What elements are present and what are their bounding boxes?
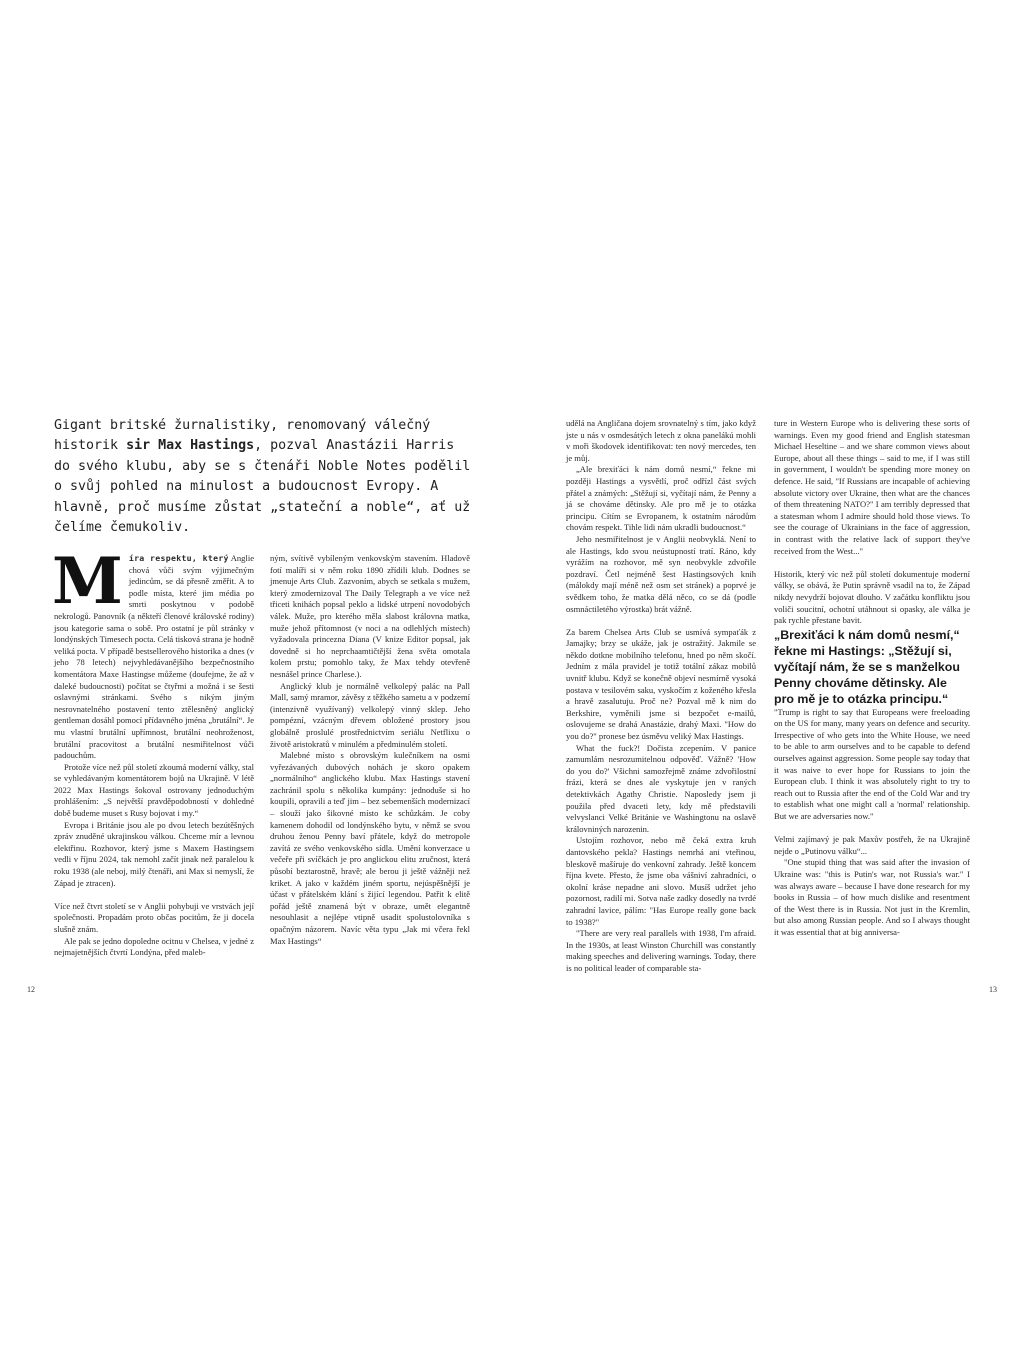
paragraph: "One stupid thing that was said after the invasion of Ukraine was: "this is Putin's war, not Russia's war." I was always aware – because I have done research for my books in Russia – of how much dislike and resentment of the West there is in Russia. Not just in the Kremlin, but also among Russian people. And so I always thought it was essential that at big anniversa- xyxy=(774,857,970,937)
lede-text-2: , pozval Anastázii Harris do svého klubu, aby se s čtenáři Noble Notes podělil o svůj pohled na minulost a budoucnost Evropy. A hlavně, proč musíme zůstat „stateční a noble“, ať už čelíme čemukoliv. xyxy=(54,438,471,536)
paragraph: Malebné místo s obrovským kulečníkem na osmi vyřezávaných dubových nohách je skoro opakem „normálního“ anglického klubu. Max Hastings stavení zachránil spolu s několika kumpány: jednoduše si ho koupili, opravili a teď jim – bez sebemenších modernizací – slouží jako šikovné místo ke schůzkám. Je coby kamenem dohodil od londýnského bytu, v němž se svou druhou ženou Penny baví přátele, když do metropole zavítá ze svého venkovského sídla. Umění konverzace u večeře při svíčkách je pro anglickou elitu zručnost, která působí beztarostně, hravě; ale berou ji ještě vážněji než kriket. A jako v každém jiném sportu, nejúspěšnější je účast v přátelském klání s žijící legendou. Patřit k elitě pořád ještě znamená být v obraze, umět elegantně nesouhlasit a nejlépe vtipně usadit spolustolovníka s opačným názorem. Navíc věta typu „Jak mi včera řekl Max Hastings“ xyxy=(270,750,470,946)
article-column-1 xyxy=(52,544,254,959)
lede-paragraph xyxy=(54,416,474,538)
article-column-2 xyxy=(270,553,470,947)
paragraph: Ustojím rozhovor, nebo mě čeká extra kruh dantovského pekla? Hastings nemrhá ani vteřinou, bleskově mašíruje do venkovní zahrady. Ještě koncem října kvete. Přesto, že jsme oba vášniví zahradníci, o okolní krásе nepadne ani slovo. Musíš udržet jeho pozornost, radilí mi. Sotva naše zadky dosedly na tvrdé zahradní lavice, pálím: "Has Europe really gone back to 1938?" xyxy=(566,835,756,927)
opening-paragraph xyxy=(52,544,254,762)
opening-text: Anglie chová vůči svým výjimečným jedincům, se dá přesně změřit. A to podle místa, které jim média po smrti poskytnou v podobě nekrologů. Panovník (a někteří členové královské rodiny) jsou kategorie sama o sobě. Pro ostatní je půl stránky v londýnských Timesech pocta. Celá tisková strana je hodně veliká pocta. V případě bestsellerového historika a dnes (v jeho 78 letech) nejvyhledávanějšího bezpečnostního komentátora Maxe Hastingse můžeme (doufejme, že až v daleké budoucnosti) počítat se čtyřmi a možná i se šesti oslavnými stránkami. Svého s nikým jiným nesrovnatelného postavení tento ztělesněný anglický gentleman dosáhl pomocí přídavného jména „brutální“. Je mu vlastní brutální upřímnost, brutální neohroženost, brutální pracovitost a brutální nesmiřitelnost vůči padouchům. xyxy=(54,553,254,761)
lede-text-1: Gigant britské žurnalistiky, renomovaný válečný historik xyxy=(54,418,431,454)
article-column-4 xyxy=(774,418,970,939)
paragraph: ture in Western Europe who is delivering these sorts of warnings. Even my good friend and English statesman Michael Heseltine – and we share common views about Europe, about all these things – said to me, if I was still in government, I wouldn't be spending more money on defence. He said, "If Russians are incapable of achieving absolute victory over Ukraine, then what are the chances of them threatening NATO?" I am terribly depressed that a statesman whom I admire should hold those views. To see the courage of Ukrainians in the face of aggression, in contrast with the relative lack of support they've received from the West..." xyxy=(774,418,970,556)
article-column-3 xyxy=(566,418,756,975)
paragraph: Ale pak se jedno dopoledne ocitnu v Chelsea, v jedné z nejmajetnějších čtvrtí Londýna, před maleb- xyxy=(54,935,254,958)
page-number-right: 13 xyxy=(989,985,997,994)
paragraph: Za barem Chelsea Arts Club se usmívá sympaťák z Jamajky; brzy se ukáže, jak je ostražitý. Jakmile se někdo dotkne mobilního telefonu, hned po něm skočí. Jedním z mála pravidel je totiž totální zákaz mobilů uvnitř klubu. Když se konečně objeví nesmírně vysoká postava v tesilovém saku, vyskočím z koženého křesla a hravě zasalutuju. Proč ne? Pozval mě k nim do Berkshire, vyměnili jsme si bezpočet e-mailů, oslovujeme se drahá Anastázie, drahý Maxi. "How do you do?" pronese bez úsměvu veliký Max Hastings. xyxy=(566,626,756,742)
drop-cap: M xyxy=(52,544,123,619)
page-number-left: 12 xyxy=(27,985,35,994)
paragraph: "There are very real parallels with 1938, I'm afraid. In the 1930s, at least Winston Churchill was constantly making speeches and delivering warnings. Today, there is no political leader of comparable sta- xyxy=(566,928,756,973)
paragraph: Více než čtvrt století se v Anglii pohybuji ve vrstvách její společnosti. Propadám proto občas pocitům, že ji docela slušně znám. xyxy=(54,900,254,934)
paragraph: „Ale brexiťáci k nám domů nesmí,“ řekne mi později Hastings a vysvětlí, proč odřízl část svých přátel a známých: „Stěžují si, vyčítají nám, že Penny a já se chováme dětinsky. Ale pro mě je to otázka principu. Cítím se Evropanem, k ostatním národům chovám respekt. Tihle lidi nám ukradli budoucnost.“ xyxy=(566,464,756,533)
paragraph: Protože více než půl století zkoumá moderní války, stal se vyhledávaným komentátorem bojů na Ukrajině. V létě 2022 Max Hastings šokoval ostrovany jednoduchým prohlášením: „S největší pravděpodobností v dohledné době budeme muset s Rusy bojovat i my.“ xyxy=(54,761,254,819)
opening-small-caps: íra respektu, který xyxy=(128,553,229,563)
paragraph: ným, svítivě vybíleným venkovským stavením. Hladově fotí malíři si v něm roku 1890 zřídili klub. Dodnes se jmenuje Arts Club. Zazvoním, abych se setkala s mužem, který zmodernizoval The Daily Telegraph a ve více než třiceti knihách popsal peklo a lidské utrpení novodobých válek. Muže, pro kterého měla slabost královna matka, muže jehož přítomnost (v noci a na odlehlých místech) vyžadovala princezna Diana (V knize Editor popsal, jak dovedně si ho neprchaamtičtější žena světa omotala kolem prstu; pomohlo taky, že Max tehdy otevřeně nesnášel prince Charlese.). xyxy=(270,553,470,679)
paragraph: Historik, který víc než půl století dokumentuje moderní války, se obává, že Putin správně vsadil na to, že Západ nikdy nevydrží bojovat dlouho. V začátku konfliktu jsou voliči soucitní, ochotní utáhnout si opasky, ale válka je pak rychle přestane bavit. xyxy=(774,568,970,626)
paragraph: Jeho nesmiřitelnost je v Anglii neobvyklá. Není to ale Hastings, kdo svou neústupností tratí. Ráno, kdy vyrážím na rozhovor, mě syn neobvykle zdvořile pozdraví. Četl nejméně šest Hastingsových knih (málokdy mají méně než osm set stránek) a poprvé je svědkem toho, že matka dělá něco, co se dá (podle osmnáctiletého výrostka) brát vážně. xyxy=(566,533,756,614)
paragraph: "Trump is right to say that Europeans were freeloading on the US for many, many years on defence and security. Irrespective of who gets into the White House, we need to be able to arm ourselves and to be capable to defend ourselves against aggression. Some people say today that it was naive to ever hope for Russians to join the European club. I think it was absolutely right to try to reach out to Russia after the end of the Cold War and try to establish what one might call a 'normal' relationship. But we are adversaries now." xyxy=(774,706,970,822)
pull-quote: „Brexiťáci k nám domů nesmí,“ řekne mi Hastings: „Stěžují si, vyčítají nám, že se s manželkou Penny chováme dětinsky. Ale pro mě je to otázka principu.“ xyxy=(774,627,960,706)
paragraph: What the fuck?! Dočista zcepením. V panice zamumlám nesrozumitelnou odpověď. Vážně? 'How do you do?' Všichni samozřejmě známe zdvořilostní frázi, která se dnes ale vyskytuje jen v raných detektivkách Agathy Christie. Naposledy jsem ji použila před dvaceti lety, kdy mě představili velvyslanci Velké Británie ve Washingtonu na oslavě královniných narozenin. xyxy=(566,742,756,834)
paragraph: Anglický klub je normálně velkolepý palác na Pall Mall, samý mramor, závěsy z těžkého sametu a v podzemí (intenzivně využívaný) velkolepý vinný sklep. Jeho pompézní, vzácným dřevem obložené prostory jsou globálně proslulé prostřednictvím seriálu Netflixu o životě aristokratů v minulém a předminulém století. xyxy=(270,680,470,749)
paragraph: Evropa i Británie jsou ale po dvou letech bezútěšných zpráv znuděné ukrajinskou válkou. Chceme mír a levnou elektřinu. Rozhovor, který jsme s Maxem Hastingsem vedli v říjnu 2024, tak nemohl začít jinak než paralelou k roku 1938 (ale neboj, milý čtenáři, ani Max si nemyslí, že Západ je ztracen). xyxy=(54,819,254,888)
paragraph: udělá na Angličana dojem srovnatelný s tím, jako když jste u nás v osmdesátých letech z okna panelákú mohli v moři škodovek identifikovat: ten nový mercedes, ten je můj. xyxy=(566,418,756,463)
lede-bold-name: sir Max Hastings xyxy=(126,438,255,454)
paragraph: Velmi zajímavý je pak Maxův postřeh, že na Ukrajině nejde o „Putinovu válku“... xyxy=(774,834,970,856)
